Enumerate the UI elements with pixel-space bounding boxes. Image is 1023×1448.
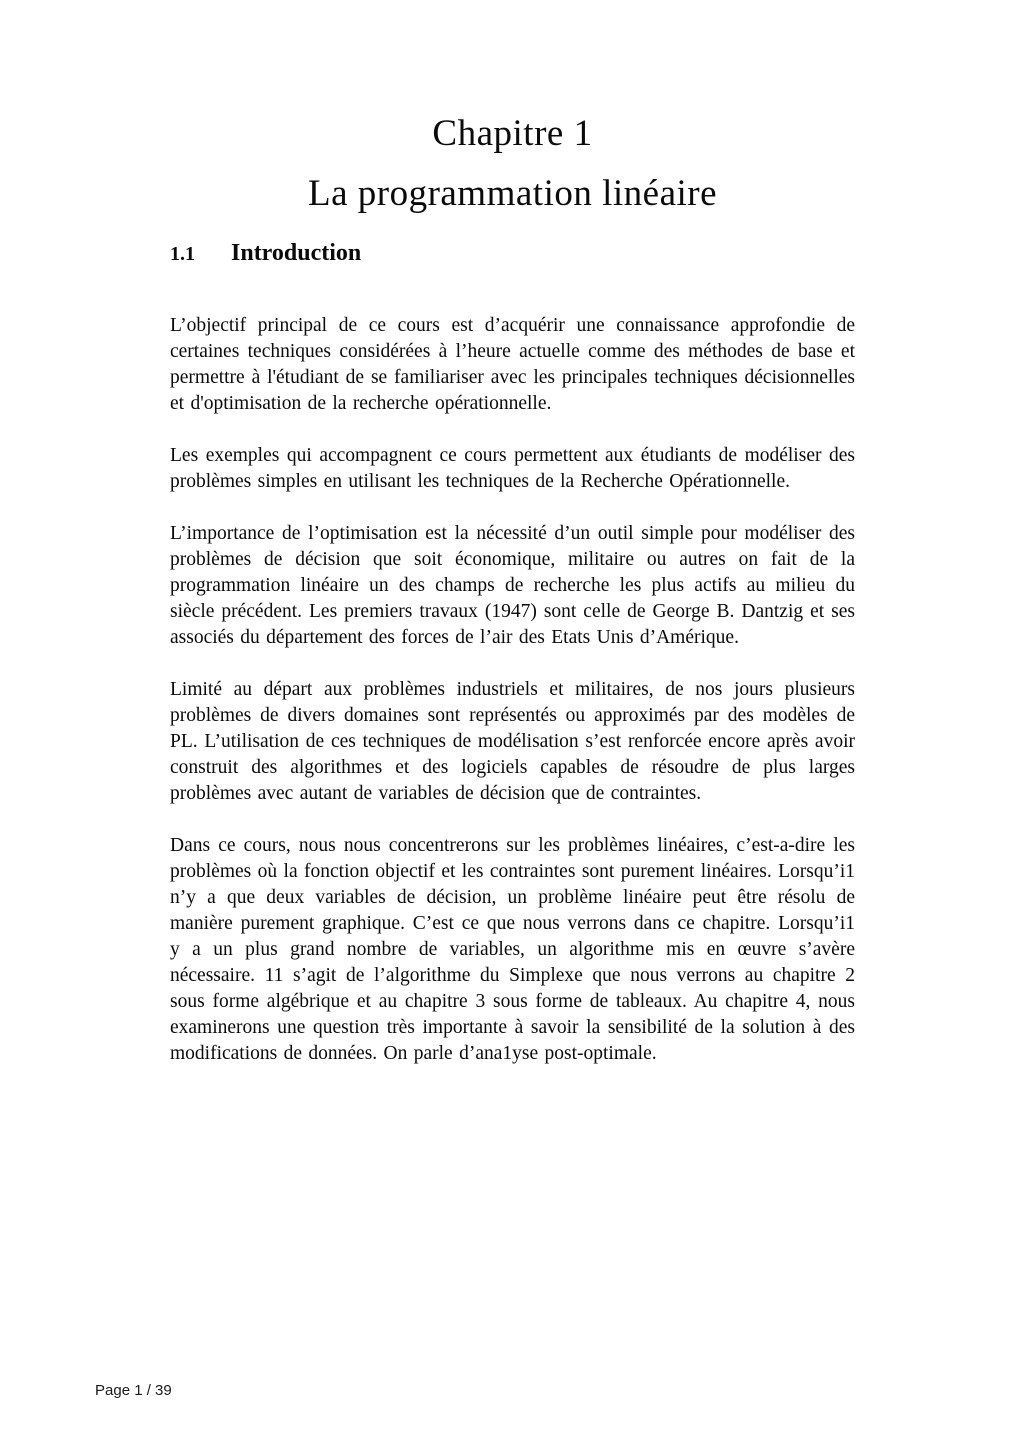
page-footer: [95, 1382, 172, 1399]
section-number: 1.1: [170, 243, 195, 265]
section-heading: [170, 238, 855, 269]
page-number-label: Page 1 / 39: [95, 1382, 172, 1399]
section-title: Introduction: [231, 240, 362, 266]
paragraph-5: Dans ce cours, nous nous concentrerons sur les problèmes linéaires, c’est-a-dire les problèmes où la fonction objectif et les contraintes sont purement linéaires. Lorsqu’i1 n’y a que deux variables de décision, un problème linéaire peut être résolu de manière purement graphique. C’est ce que nous verrons dans ce chapitre. Lorsqu’i1 y a un plus grand nombre de variables, un algorithme mis en œuvre s’avère nécessaire. 11 s’agit de l’algorithme du Simplexe que nous verrons au chapitre 2 sous forme algébrique et au chapitre 3 sous forme de tableaux. Au chapitre 4, nous examinerons une question très importante à savoir la sensibilité de la solution à des modifications de données. On parle d’ana1yse post-optimale.: [170, 835, 855, 1064]
body-text: [170, 313, 855, 1067]
chapter-title-line1: Chapitre 1: [432, 113, 593, 154]
paragraph-3: L’importance de l’optimisation est la nécessité d’un outil simple pour modéliser des problèmes de décision que soit économique, militaire ou autres on fait de la programmation linéaire un des champs de recherche les plus actifs au milieu du siècle précédent. Les premiers travaux (1947) sont celle de George B. Dantzig et ses associés du département des forces de l’air des Etats Unis d’Amérique.: [170, 523, 855, 648]
chapter-title-line2: La programmation linéaire: [307, 173, 718, 214]
paragraph-2: Les exemples qui accompagnent ce cours permettent aux étudiants de modéliser des problèmes simples en utilisant les techniques de la Recherche Opérationnelle.: [170, 445, 855, 492]
paragraph-1: L’objectif principal de ce cours est d’acquérir une connaissance approfondie de certaines techniques considérées à l’heure actuelle comme des méthodes de base et permettre à l'étudiant de se familiariser avec les principales techniques décisionnelles et d'optimisation de la recherche opérationnelle.: [170, 315, 855, 414]
paragraph-4: Limité au départ aux problèmes industriels et militaires, de nos jours plusieurs problèmes de divers domaines sont représentés ou approximés par des modèles de PL. L’utilisation de ces techniques de modélisation s’est renforcée encore après avoir construit des algorithmes et des logiciels capables de résoudre de plus larges problèmes avec autant de variables de décision que de contraintes.: [170, 679, 855, 804]
